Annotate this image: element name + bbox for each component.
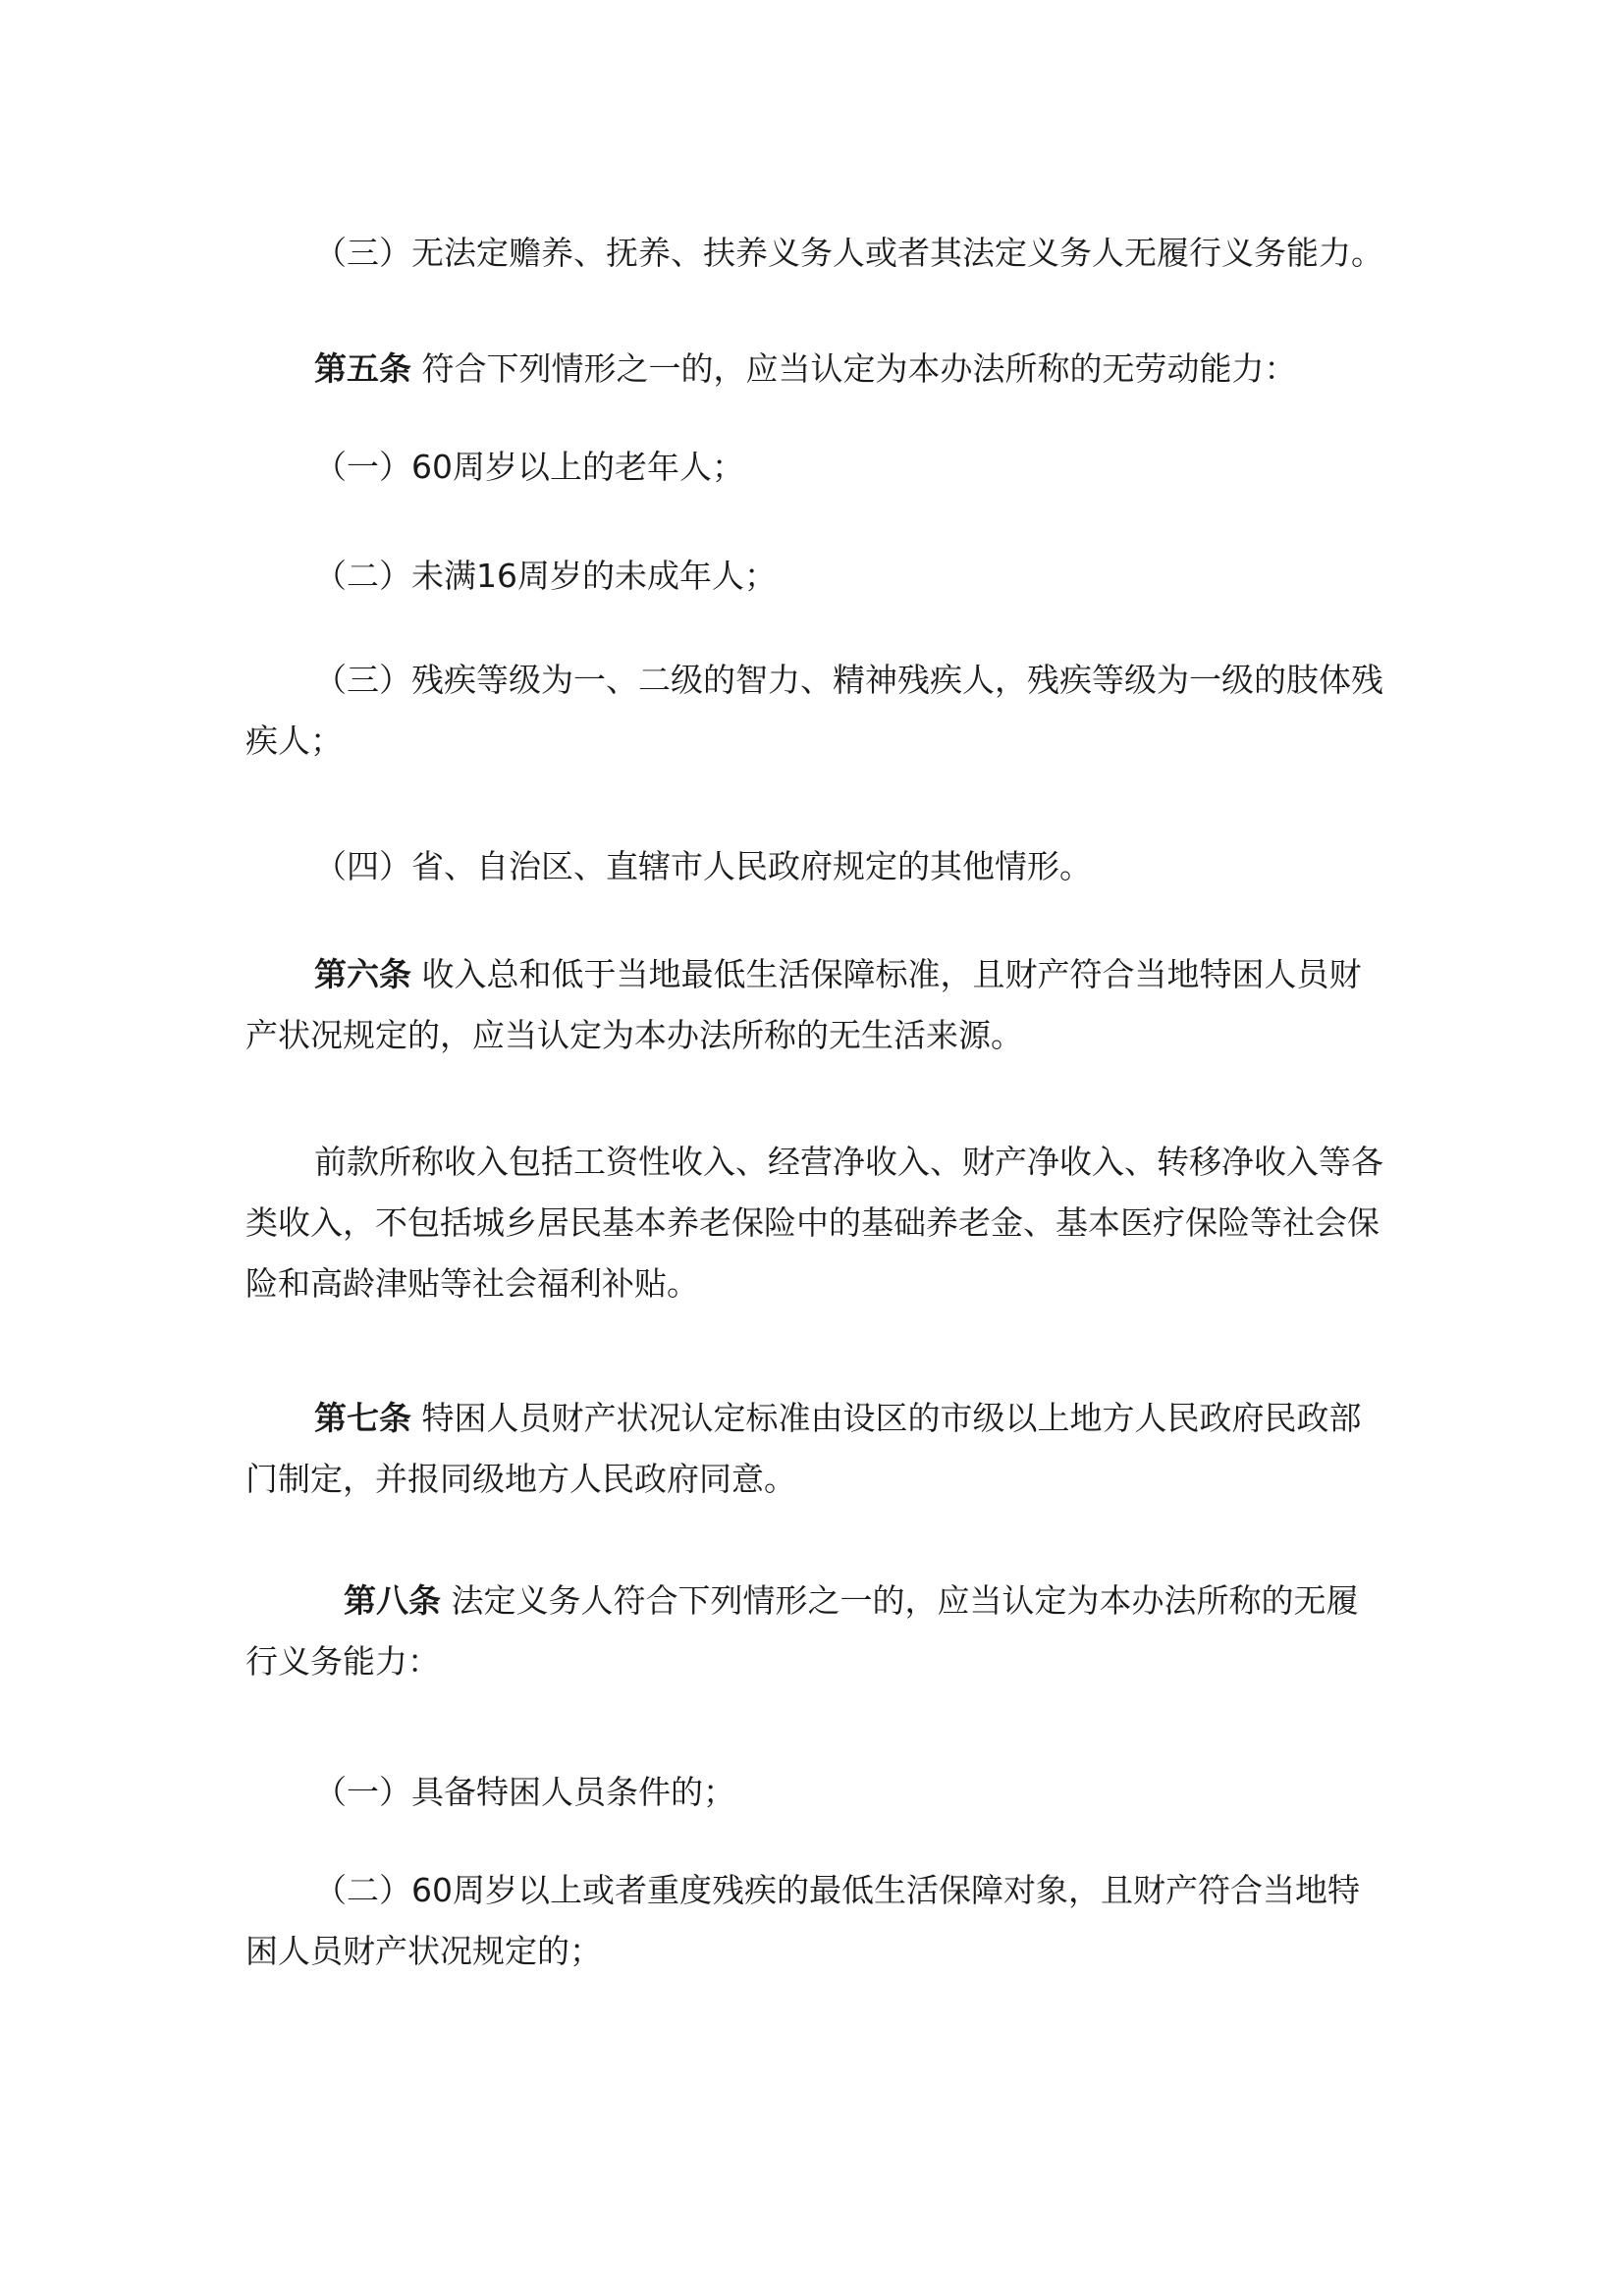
paragraph-article-6 bbox=[245, 944, 1384, 1066]
article-heading: 第六条 bbox=[314, 955, 411, 993]
paragraph-article-8 bbox=[245, 1571, 1384, 1692]
paragraph-item-3-no-obligor bbox=[245, 223, 1384, 284]
paragraph-text: （三）残疾等级为一、二级的智力、精神残疾人，残疾等级为一级的肢体残疾人； bbox=[245, 661, 1383, 760]
paragraph-text: （二）60周岁以上或者重度残疾的最低生活保障对象，且财产符合当地特困人员财产状况规定的； bbox=[245, 1871, 1360, 1970]
paragraph-item-2-low-income bbox=[245, 1860, 1384, 1982]
paragraph-text: （一）60周岁以上的老年人； bbox=[314, 448, 744, 486]
paragraph-text: 符合下列情形之一的，应当认定为本办法所称的无劳动能力： bbox=[411, 349, 1297, 388]
paragraph-text: （一）具备特困人员条件的； bbox=[314, 1773, 735, 1811]
paragraph-item-3-disabled bbox=[245, 650, 1384, 772]
paragraph-item-1-elderly bbox=[245, 437, 1384, 498]
paragraph-text: 前款所称收入包括工资性收入、经营净收入、财产净收入、转移净收入等各类收入，不包括城乡居民基本养老保险中的基础养老金、基本医疗保险等社会保险和高龄津贴等社会福利补贴。 bbox=[245, 1143, 1383, 1303]
paragraph-text: 特困人员财产状况认定标准由设区的市级以上地方人民政府民政部门制定，并报同级地方人民政府同意。 bbox=[245, 1399, 1362, 1498]
article-heading: 第八条 bbox=[344, 1581, 441, 1620]
paragraph-text: 收入总和低于当地最低生活保障标准，且财产符合当地特困人员财产状况规定的，应当认定为本办法所称的无生活来源。 bbox=[245, 955, 1362, 1054]
article-heading: 第七条 bbox=[314, 1399, 411, 1437]
paragraph-item-2-minor bbox=[245, 546, 1384, 607]
paragraph-text: （三）无法定赡养、抚养、扶养义务人或者其法定义务人无履行义务能力。 bbox=[314, 234, 1383, 272]
paragraph-article-7 bbox=[245, 1388, 1384, 1510]
paragraph-item-1-qualified bbox=[245, 1762, 1384, 1823]
paragraph-item-4-other bbox=[245, 836, 1384, 897]
article-heading: 第五条 bbox=[314, 349, 411, 388]
paragraph-article-5 bbox=[245, 339, 1384, 400]
paragraph-income-definition bbox=[245, 1132, 1384, 1314]
paragraph-text: （二）未满16周岁的未成年人； bbox=[314, 557, 777, 595]
paragraph-text: 法定义务人符合下列情形之一的，应当认定为本办法所称的无履行义务能力： bbox=[245, 1581, 1359, 1681]
paragraph-text: （四）省、自治区、直辖市人民政府规定的其他情形。 bbox=[314, 847, 1092, 885]
